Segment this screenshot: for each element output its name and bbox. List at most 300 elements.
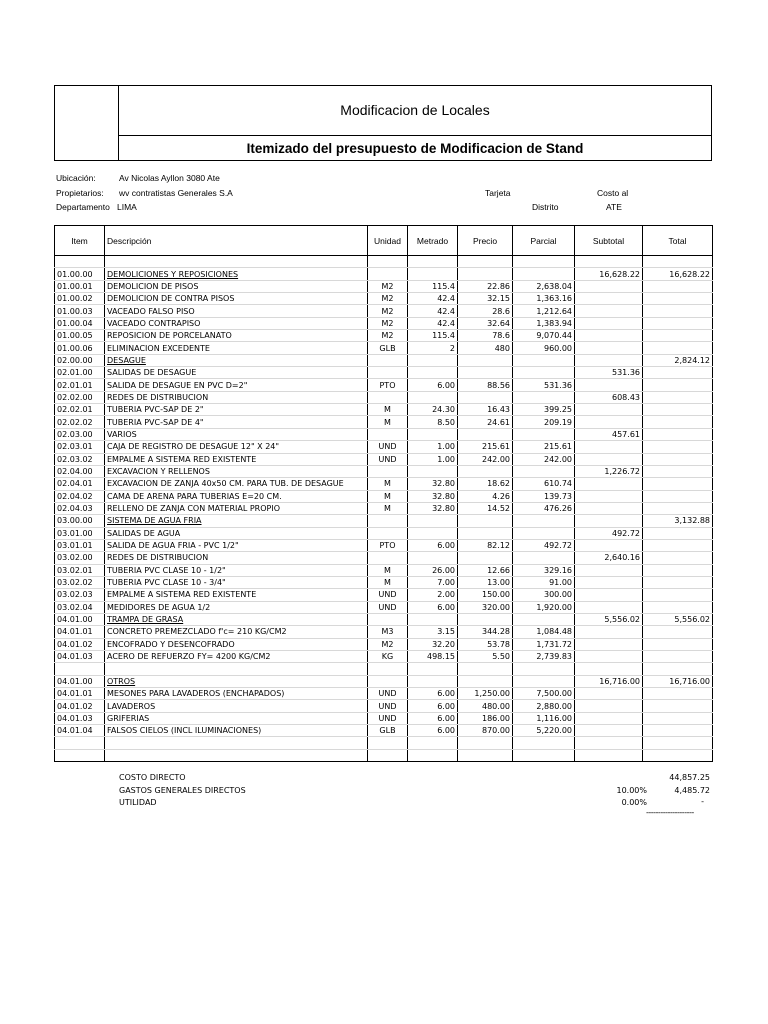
cell-metrado: 32.20 [408, 638, 458, 650]
table-row [55, 515, 713, 527]
cell-description [105, 737, 368, 749]
cell-unit: M2 [368, 293, 408, 305]
cell-total [643, 478, 713, 490]
cell-unit: M2 [368, 280, 408, 292]
cell-metrado: 6.00 [408, 601, 458, 613]
cell-parcial: 5,220.00 [513, 725, 575, 737]
cell-unit [368, 428, 408, 440]
cell-parcial [513, 737, 575, 749]
cell-metrado [408, 527, 458, 539]
cell-item-code: 03.02.00 [55, 552, 105, 564]
cell-total [643, 663, 713, 675]
cell-parcial [513, 613, 575, 625]
cell-subtotal [575, 725, 643, 737]
cell-metrado: 32.80 [408, 490, 458, 502]
cell-parcial: 399.25 [513, 404, 575, 416]
cell-total: 3,132.88 [643, 515, 713, 527]
cell-precio: 78.6 [458, 330, 513, 342]
cell-unit: UND [368, 453, 408, 465]
cell-precio [458, 527, 513, 539]
table-row [55, 478, 713, 490]
cell-parcial: 242.00 [513, 453, 575, 465]
cell-unit: PTO [368, 539, 408, 551]
departamento-label: Departamento [56, 202, 110, 212]
cell-parcial: 215.61 [513, 441, 575, 453]
cell-precio: 28.6 [458, 305, 513, 317]
cell-precio: 150.00 [458, 589, 513, 601]
cell-total [643, 737, 713, 749]
cell-item-code: 02.03.01 [55, 441, 105, 453]
cell-metrado [408, 268, 458, 280]
cell-description: FALSOS CIELOS (INCL ILUMINACIONES) [105, 725, 368, 737]
cell-total [643, 527, 713, 539]
cell-subtotal [575, 280, 643, 292]
cell-unit [368, 527, 408, 539]
table-row [55, 391, 713, 403]
table-row [55, 749, 713, 761]
cell-total [643, 552, 713, 564]
document-subtitle: Itemizado del presupuesto de Modificacion de Stand [246, 141, 584, 156]
cell-subtotal [575, 317, 643, 329]
cell-total [643, 576, 713, 588]
cell-subtotal: 5,556.02 [575, 613, 643, 625]
cell-item-code: 03.01.01 [55, 539, 105, 551]
cell-subtotal [575, 379, 643, 391]
cell-total: 16,628.22 [643, 268, 713, 280]
cell-item-code [55, 663, 105, 675]
col-header-metrado: Metrado [408, 226, 458, 256]
cell-item-code: 01.00.06 [55, 342, 105, 354]
cell-parcial [513, 527, 575, 539]
cell-parcial: 1,212.64 [513, 305, 575, 317]
cell-item-code: 04.01.03 [55, 651, 105, 663]
table-row [55, 293, 713, 305]
cell-metrado: 42.4 [408, 305, 458, 317]
cell-precio: 242.00 [458, 453, 513, 465]
cell-subtotal: 16,716.00 [575, 675, 643, 687]
cell-total [643, 539, 713, 551]
cell-metrado: 8.50 [408, 416, 458, 428]
cell-item-code: 02.02.02 [55, 416, 105, 428]
cell-subtotal [575, 576, 643, 588]
cell-precio: 14.52 [458, 502, 513, 514]
cell-unit: PTO [368, 379, 408, 391]
cell-precio: 1,250.00 [458, 688, 513, 700]
cell-subtotal [575, 502, 643, 514]
cell-item-code: 02.03.02 [55, 453, 105, 465]
cell-item-code: 02.04.02 [55, 490, 105, 502]
cell-precio: 32.64 [458, 317, 513, 329]
cell-parcial: 531.36 [513, 379, 575, 391]
cell-precio: 215.61 [458, 441, 513, 453]
cell-precio [458, 737, 513, 749]
cell-parcial: 2,880.00 [513, 700, 575, 712]
table-row [55, 700, 713, 712]
budget-table [54, 225, 713, 762]
table-row [55, 601, 713, 613]
costo-directo-value: 44,857.25 [669, 773, 710, 782]
cell-metrado: 1.00 [408, 453, 458, 465]
cell-description: EMPALME A SISTEMA RED EXISTENTE [105, 453, 368, 465]
cell-subtotal [575, 651, 643, 663]
cell-metrado: 6.00 [408, 725, 458, 737]
cell-item-code: 02.00.00 [55, 354, 105, 366]
cell-description: DEMOLICION DE CONTRA PISOS [105, 293, 368, 305]
cell-total [643, 453, 713, 465]
table-row [55, 256, 713, 268]
cell-unit: UND [368, 688, 408, 700]
table-row [55, 539, 713, 551]
departamento-value: LIMA [117, 202, 137, 212]
cell-total [643, 564, 713, 576]
cell-description: EMPALME A SISTEMA RED EXISTENTE [105, 589, 368, 601]
cell-metrado: 2.00 [408, 589, 458, 601]
cell-precio: 13.00 [458, 576, 513, 588]
cell-description: SALIDA DE AGUA FRIA - PVC 1/2" [105, 539, 368, 551]
cell-item-code [55, 256, 105, 268]
cell-total [643, 725, 713, 737]
gastos-pct: 10.00% [616, 786, 647, 795]
cell-subtotal: 608.43 [575, 391, 643, 403]
cell-precio: 88.56 [458, 379, 513, 391]
cell-metrado: 2 [408, 342, 458, 354]
cell-item-code: 04.01.02 [55, 638, 105, 650]
cell-precio: 480.00 [458, 700, 513, 712]
propietarios-value: wv contratistas Generales S.A [119, 188, 233, 198]
cell-precio [458, 367, 513, 379]
cell-parcial: 1,731.72 [513, 638, 575, 650]
cell-subtotal [575, 626, 643, 638]
cell-metrado [408, 354, 458, 366]
cell-unit: UND [368, 712, 408, 724]
table-row [55, 626, 713, 638]
cell-parcial [513, 428, 575, 440]
cell-total [643, 404, 713, 416]
cell-total [643, 416, 713, 428]
cell-parcial: 209.19 [513, 416, 575, 428]
cell-metrado: 42.4 [408, 293, 458, 305]
cell-unit: M3 [368, 626, 408, 638]
cell-total [643, 651, 713, 663]
cell-metrado [408, 552, 458, 564]
cell-metrado: 26.00 [408, 564, 458, 576]
cell-item-code: 02.04.03 [55, 502, 105, 514]
col-header-precio: Precio [458, 226, 513, 256]
cell-description: DESAGUE [105, 354, 368, 366]
table-header-row [55, 226, 713, 256]
cell-subtotal [575, 478, 643, 490]
cell-metrado: 6.00 [408, 379, 458, 391]
cell-precio: 12.66 [458, 564, 513, 576]
cell-metrado [408, 749, 458, 761]
table-row [55, 502, 713, 514]
cell-total [643, 626, 713, 638]
cell-description: LAVADEROS [105, 700, 368, 712]
table-row [55, 688, 713, 700]
cell-total [643, 280, 713, 292]
cell-subtotal: 2,640.16 [575, 552, 643, 564]
utilidad-pct: 0.00% [621, 798, 647, 807]
cell-item-code: 01.00.00 [55, 268, 105, 280]
cell-parcial: 2,739.83 [513, 651, 575, 663]
cell-metrado [408, 663, 458, 675]
cell-unit [368, 737, 408, 749]
cell-unit [368, 749, 408, 761]
table-row [55, 576, 713, 588]
cell-precio [458, 428, 513, 440]
table-row [55, 317, 713, 329]
cell-parcial: 300.00 [513, 589, 575, 601]
cell-precio: 186.00 [458, 712, 513, 724]
cell-item-code: 02.03.00 [55, 428, 105, 440]
cell-unit [368, 515, 408, 527]
cell-description: REDES DE DISTRIBUCION [105, 391, 368, 403]
cell-item-code: 04.01.00 [55, 613, 105, 625]
table-row [55, 490, 713, 502]
table-row [55, 737, 713, 749]
cell-metrado: 115.4 [408, 280, 458, 292]
cell-item-code: 01.00.05 [55, 330, 105, 342]
cell-total [643, 465, 713, 477]
title-box [54, 85, 712, 161]
cell-precio: 344.28 [458, 626, 513, 638]
table-row [55, 305, 713, 317]
cell-precio: 22.86 [458, 280, 513, 292]
table-row [55, 564, 713, 576]
cell-metrado: 1.00 [408, 441, 458, 453]
cell-subtotal [575, 453, 643, 465]
cell-item-code: 03.02.04 [55, 601, 105, 613]
cell-description: VARIOS [105, 428, 368, 440]
cell-item-code: 02.02.00 [55, 391, 105, 403]
table-row [55, 330, 713, 342]
cell-total [643, 256, 713, 268]
costo-directo-label: COSTO DIRECTO [119, 773, 186, 782]
cell-item-code: 01.00.02 [55, 293, 105, 305]
cell-unit: GLB [368, 725, 408, 737]
cell-precio [458, 465, 513, 477]
cell-unit [368, 465, 408, 477]
cell-total [643, 305, 713, 317]
cell-metrado: 42.4 [408, 317, 458, 329]
distrito-label: Distrito [532, 202, 559, 212]
cell-parcial: 476.26 [513, 502, 575, 514]
cell-subtotal: 492.72 [575, 527, 643, 539]
cell-metrado: 6.00 [408, 712, 458, 724]
cell-precio: 18.62 [458, 478, 513, 490]
table-row [55, 712, 713, 724]
cell-precio: 4.26 [458, 490, 513, 502]
cell-total [643, 293, 713, 305]
cell-item-code: 02.04.00 [55, 465, 105, 477]
cell-precio: 82.12 [458, 539, 513, 551]
cell-description: SALIDAS DE AGUA [105, 527, 368, 539]
cell-metrado [408, 391, 458, 403]
col-header-item: Item [55, 226, 105, 256]
cell-metrado: 24.30 [408, 404, 458, 416]
cell-subtotal [575, 330, 643, 342]
cell-total [643, 342, 713, 354]
cell-unit: M2 [368, 305, 408, 317]
cell-parcial: 7,500.00 [513, 688, 575, 700]
cell-parcial: 91.00 [513, 576, 575, 588]
cell-metrado: 115.4 [408, 330, 458, 342]
cell-description: SALIDAS DE DESAGUE [105, 367, 368, 379]
cell-total [643, 712, 713, 724]
cell-unit [368, 268, 408, 280]
table-row [55, 613, 713, 625]
cell-total [643, 367, 713, 379]
title-divider [119, 135, 711, 136]
cell-parcial [513, 367, 575, 379]
cell-parcial [513, 354, 575, 366]
cell-description: REPOSICION DE PORCELANATO [105, 330, 368, 342]
cell-item-code [55, 749, 105, 761]
utilidad-value: - [701, 797, 704, 806]
cell-description: TUBERIA PVC CLASE 10 - 3/4" [105, 576, 368, 588]
budget-table-body [55, 256, 713, 762]
cell-unit [368, 367, 408, 379]
cell-metrado: 498.15 [408, 651, 458, 663]
cell-precio: 24.61 [458, 416, 513, 428]
cell-parcial: 1,116.00 [513, 712, 575, 724]
cell-subtotal [575, 441, 643, 453]
cell-unit [368, 675, 408, 687]
cell-description: EXCAVACION Y RELLENOS [105, 465, 368, 477]
table-row [55, 354, 713, 366]
cell-description: EXCAVACION DE ZANJA 40x50 CM. PARA TUB. DE DESAGUE [105, 478, 368, 490]
cell-metrado [408, 675, 458, 687]
cell-total [643, 638, 713, 650]
cell-item-code: 03.00.00 [55, 515, 105, 527]
cell-metrado [408, 737, 458, 749]
distrito-value: ATE [606, 202, 622, 212]
cell-parcial [513, 675, 575, 687]
cell-precio: 320.00 [458, 601, 513, 613]
cell-description: TUBERIA PVC CLASE 10 - 1/2" [105, 564, 368, 576]
col-header-unidad: Unidad [368, 226, 408, 256]
cell-precio [458, 268, 513, 280]
cell-subtotal [575, 564, 643, 576]
summary-rule: -------------------- [646, 808, 694, 817]
cell-parcial: 492.72 [513, 539, 575, 551]
cell-description: SISTEMA DE AGUA FRIA [105, 515, 368, 527]
table-row [55, 675, 713, 687]
cell-unit: M [368, 502, 408, 514]
cell-subtotal [575, 737, 643, 749]
table-row [55, 280, 713, 292]
cell-description: DEMOLICIONES Y REPOSICIONES [105, 268, 368, 280]
cell-item-code: 02.01.01 [55, 379, 105, 391]
cell-item-code: 04.01.00 [55, 675, 105, 687]
ubicacion-label: Ubicación: [56, 173, 96, 183]
cell-unit: M [368, 490, 408, 502]
col-header-descripcion: Descripción [105, 226, 368, 256]
table-row [55, 379, 713, 391]
table-row [55, 725, 713, 737]
cell-subtotal [575, 749, 643, 761]
cell-description: CAJA DE REGISTRO DE DESAGUE 12" X 24" [105, 441, 368, 453]
cell-total [643, 700, 713, 712]
cell-subtotal [575, 305, 643, 317]
cell-item-code: 03.01.00 [55, 527, 105, 539]
cell-description [105, 749, 368, 761]
cell-description: ENCOFRADO Y DESENCOFRADO [105, 638, 368, 650]
cell-subtotal [575, 293, 643, 305]
cell-unit: M2 [368, 638, 408, 650]
table-row [55, 268, 713, 280]
cell-parcial [513, 268, 575, 280]
cell-subtotal [575, 638, 643, 650]
cell-unit: M2 [368, 330, 408, 342]
cell-description: CAMA DE ARENA PARA TUBERIAS E=20 CM. [105, 490, 368, 502]
logo-cell [55, 86, 119, 160]
cell-parcial [513, 749, 575, 761]
cell-item-code: 01.00.01 [55, 280, 105, 292]
cell-parcial: 1,363.16 [513, 293, 575, 305]
cell-item-code: 03.02.02 [55, 576, 105, 588]
cell-precio: 32.15 [458, 293, 513, 305]
cell-unit: M [368, 576, 408, 588]
cell-description: REDES DE DISTRIBUCION [105, 552, 368, 564]
cell-total [643, 502, 713, 514]
cell-total [643, 490, 713, 502]
cell-parcial: 610.74 [513, 478, 575, 490]
cell-total: 2,824.12 [643, 354, 713, 366]
cell-subtotal [575, 416, 643, 428]
table-row [55, 453, 713, 465]
cell-total [643, 317, 713, 329]
cell-item-code: 02.01.00 [55, 367, 105, 379]
cell-parcial [513, 663, 575, 675]
cell-metrado [408, 367, 458, 379]
cell-total [643, 749, 713, 761]
cell-description: TRAMPA DE GRASA [105, 613, 368, 625]
cell-precio [458, 663, 513, 675]
cell-metrado [408, 613, 458, 625]
cell-metrado: 6.00 [408, 688, 458, 700]
table-row [55, 428, 713, 440]
cell-item-code: 04.01.01 [55, 688, 105, 700]
cell-subtotal [575, 404, 643, 416]
cell-parcial: 1,383.94 [513, 317, 575, 329]
cell-unit [368, 256, 408, 268]
cell-total [643, 391, 713, 403]
cell-metrado: 32.80 [408, 502, 458, 514]
cell-subtotal: 531.36 [575, 367, 643, 379]
cell-precio [458, 749, 513, 761]
cell-total: 16,716.00 [643, 675, 713, 687]
cell-unit: M [368, 416, 408, 428]
cell-precio [458, 675, 513, 687]
cell-subtotal [575, 354, 643, 366]
document-title: Modificacion de Locales [340, 102, 490, 118]
cell-unit [368, 354, 408, 366]
cell-subtotal [575, 601, 643, 613]
cell-item-code: 04.01.03 [55, 712, 105, 724]
cell-subtotal [575, 490, 643, 502]
cell-unit: M [368, 404, 408, 416]
cell-metrado [408, 256, 458, 268]
col-header-subtotal: Subtotal [575, 226, 643, 256]
cell-subtotal [575, 663, 643, 675]
cell-precio [458, 354, 513, 366]
cell-precio [458, 613, 513, 625]
cell-metrado: 7.00 [408, 576, 458, 588]
table-row [55, 465, 713, 477]
cell-description: CONCRETO PREMEZCLADO f'c= 210 KG/CM2 [105, 626, 368, 638]
table-row [55, 589, 713, 601]
